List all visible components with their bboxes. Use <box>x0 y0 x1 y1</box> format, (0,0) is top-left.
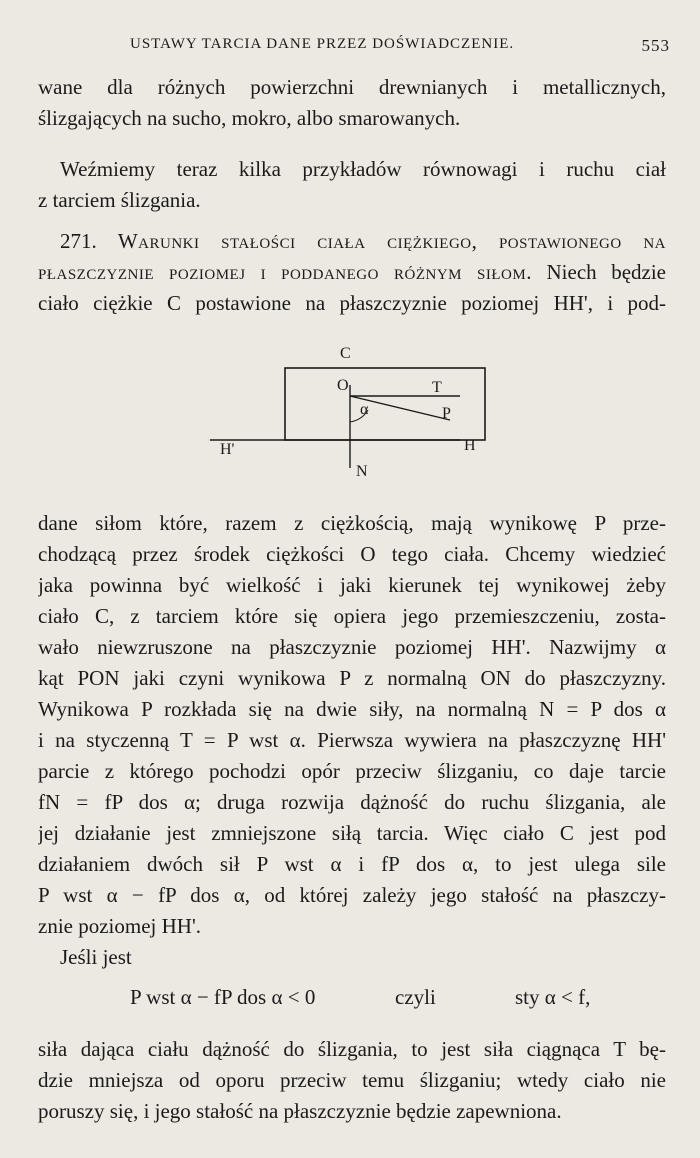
label-h-prime: H' <box>220 441 235 458</box>
paragraph-5 <box>38 1034 666 1127</box>
text-line: Wynikowa P rozkłada się na dwie siły, na normalną N = P dos α <box>38 697 666 721</box>
text-line: działaniem dwóch sił P wst α i fP dos α, to jest ulega sile <box>38 852 666 876</box>
text-line: fN = fP dos α; druga rozwija dążność do ruchu ślizgania, ale <box>38 790 666 814</box>
text-line: jej działanie jest zmniejszone siłą tarcia. Więc ciało C jest pod <box>38 821 666 845</box>
running-title: USTAWY TARCIA DANE PRZEZ DOŚWIADCZENIE. <box>130 36 515 52</box>
text-line: wane dla różnych powierzchni drewnianych i metallicznych, <box>38 75 666 99</box>
section-heading-2: płaszczyznie poziomej i poddanego różnym siłom. <box>38 260 532 284</box>
text-line: ciało ciężkie C postawione na płaszczyznie poziomej HH', i pod- <box>38 291 666 315</box>
text-line: z tarciem ślizgania. <box>38 188 201 212</box>
text-line: parcie z którego pochodzi opór przeciw ślizganiu, co daje tarcie <box>38 759 666 783</box>
paragraph-3 <box>38 508 666 942</box>
label-t: T <box>432 379 442 396</box>
page-number: 553 <box>641 36 670 55</box>
label-c: C <box>340 345 351 362</box>
text-line: Weźmiemy teraz kilka przykładów równowagi i ruchu ciał <box>60 157 666 181</box>
text-line: siła dająca ciału dążność do ślizgania, to jest siła ciągnąca T bę- <box>38 1037 666 1061</box>
section-heading-1: Warunki stałości ciała ciężkiego, postawionego na <box>117 229 666 253</box>
text-line: znie poziomej HH'. <box>38 914 201 938</box>
section-heading-line <box>38 257 666 288</box>
text-line: Jeśli jest <box>60 945 132 969</box>
text-line: poruszy się, i jego stałość na płaszczyznie będzie zapewniona. <box>38 1099 562 1123</box>
text-line: ślizgających na sucho, mokro, albo smarowanych. <box>38 106 461 130</box>
force-diagram <box>210 340 500 490</box>
formula-middle: czyli <box>395 985 436 1009</box>
label-n: N <box>356 463 368 480</box>
page-header <box>38 36 670 62</box>
formula-right: sty α < f, <box>515 985 591 1009</box>
text-line: jaka powinna być wielkość i jaki kierunek tej wynikowej żeby <box>38 573 666 597</box>
label-o: O <box>337 377 349 394</box>
section-number: 271. <box>60 229 97 253</box>
section-heading-line <box>38 226 666 257</box>
label-h: H <box>464 437 476 454</box>
section-271 <box>38 226 666 319</box>
text-line: i na styczenną T = P wst α. Pierwsza wywiera na płaszczyznę HH' <box>38 728 666 752</box>
paragraph-2 <box>38 154 666 216</box>
text-line: kąt PON jaki czyni wynikowa P z normalną ON do płaszczyzny. <box>38 666 666 690</box>
formula-left: P wst α − fP dos α < 0 <box>130 985 316 1009</box>
text-line: ciało C, z tarciem które się opiera jego przemieszczeniu, zosta- <box>38 604 666 628</box>
paragraph-4 <box>38 942 666 973</box>
label-alpha: α <box>360 401 369 418</box>
text-line: chodzącą przez środek ciężkości O tego ciała. Chcemy wiedzieć <box>38 542 666 566</box>
paragraph-1 <box>38 72 666 134</box>
text-line: dane siłom które, razem z ciężkością, mają wynikowę P prze- <box>38 511 666 535</box>
text-line: P wst α − fP dos α, od której zależy jego stałość na płaszczy- <box>38 883 666 907</box>
text-line: dzie mniejsza od oporu przeciw temu ślizganiu; wtedy ciało nie <box>38 1068 666 1092</box>
section-text: Niech będzie <box>546 260 666 284</box>
label-p: P <box>442 405 451 422</box>
text-line: wało niewzruszone na płaszczyznie poziomej HH'. Nazwijmy α <box>38 635 666 659</box>
